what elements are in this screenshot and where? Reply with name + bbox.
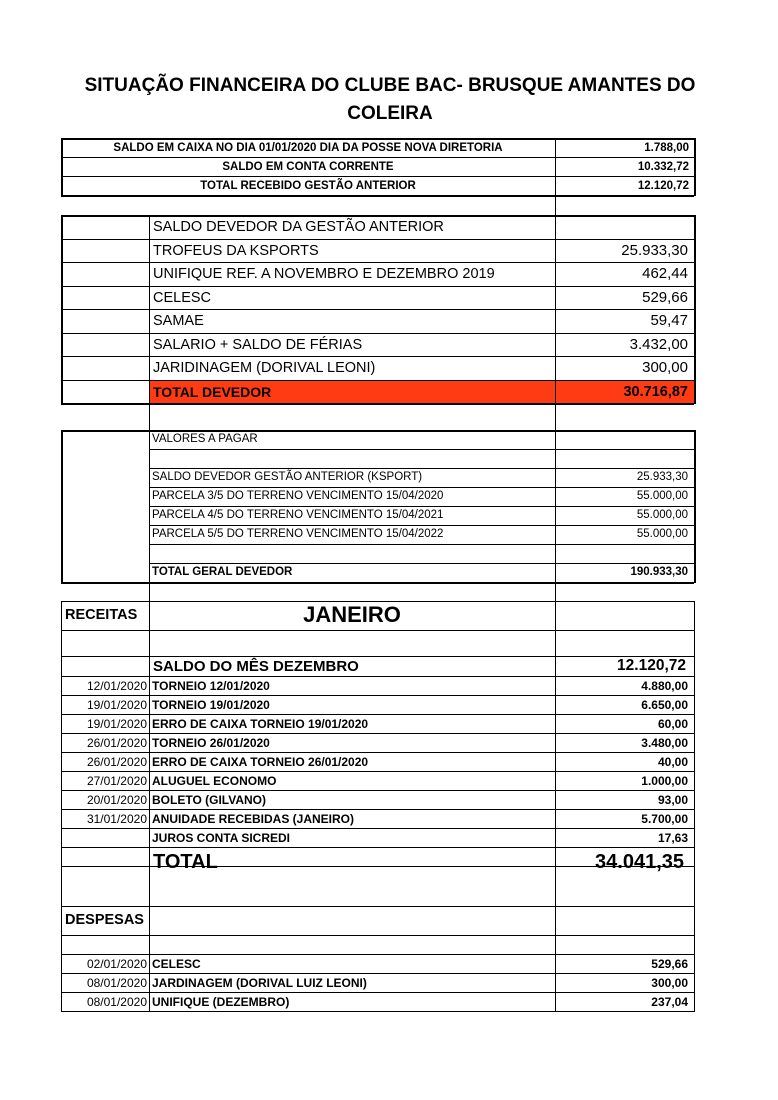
payable-item-label: PARCELA 4/5 DO TERRENO VENCIMENTO 15/04/2021: [152, 508, 444, 521]
grid-line: [149, 563, 694, 564]
grid-line: [61, 954, 694, 955]
receita-value: 6.650,00: [641, 697, 688, 712]
grid-line: [61, 582, 694, 584]
receitas-label: RECEITAS: [65, 607, 138, 624]
grid-line: [555, 582, 556, 1012]
receita-value: 1.000,00: [641, 773, 688, 788]
debt-item-value: 300,00: [642, 359, 688, 377]
grid-line: [61, 430, 694, 432]
payable-item-value: 55.000,00: [636, 508, 688, 521]
grid-line: [61, 286, 694, 287]
grid-line: [149, 525, 694, 526]
debt-item-label: SALARIO + SALDO DE FÉRIAS: [153, 336, 363, 353]
grid-line: [61, 771, 694, 772]
receita-label: ERRO DE CAIXA TORNEIO 26/01/2020: [152, 754, 369, 769]
grid-line: [61, 380, 694, 381]
grid-line: [61, 215, 694, 217]
grid-line: [61, 138, 694, 140]
despesa-date: 02/01/2020: [86, 956, 147, 971]
grid-line: [61, 430, 63, 583]
grid-line: [61, 630, 694, 631]
grid-line: [61, 733, 694, 734]
payable-item-value: 55.000,00: [636, 489, 688, 502]
debt-item-value: 3.432,00: [629, 336, 688, 354]
grid-line: [61, 790, 694, 791]
grid-line: [61, 676, 694, 677]
grid-line: [61, 333, 694, 334]
payable-item-value: 25.933,30: [636, 470, 688, 483]
despesa-value: 529,66: [651, 956, 688, 971]
grid-line: [61, 906, 694, 907]
receita-label: JUROS CONTA SICREDI: [152, 830, 291, 845]
grid-line: [555, 430, 556, 582]
header-row-value: 1.788,00: [644, 141, 689, 154]
receita-value: 3.480,00: [641, 735, 688, 750]
grid-line: [555, 403, 556, 430]
despesa-label: CELESC: [152, 956, 201, 971]
grid-line: [61, 403, 694, 405]
receita-value: 17,63: [657, 830, 688, 845]
grid-line: [694, 215, 696, 404]
receita-value: 60,00: [657, 716, 688, 731]
debts-title: SALDO DEVEDOR DA GESTÃO ANTERIOR: [153, 218, 444, 235]
receita-label: ANUIDADE RECEBIDAS (JANEIRO): [152, 811, 355, 826]
debt-item-value: 529,66: [642, 289, 688, 307]
receita-label: BOLETO (GILVANO): [152, 792, 266, 807]
grid-line: [149, 544, 694, 545]
receita-label: ALUGUEL ECONOMO: [152, 773, 277, 788]
grid-line: [61, 847, 694, 848]
month-label: JANEIRO: [303, 601, 401, 627]
despesas-label: DESPESAS: [65, 912, 144, 929]
grid-line: [61, 195, 694, 197]
grid-line: [61, 656, 694, 657]
grid-line: [555, 215, 556, 403]
despesa-date: 08/01/2020: [86, 994, 147, 1009]
grid-line: [61, 973, 694, 974]
header-row-label: SALDO EM CONTA CORRENTE: [222, 160, 394, 173]
saldo-dezembro-value: 12.120,72: [617, 657, 686, 675]
header-row-value: 10.332,72: [637, 160, 689, 173]
grid-line: [149, 468, 694, 469]
receita-label: TORNEIO 12/01/2020: [152, 678, 270, 693]
payables-title: VALORES A PAGAR: [152, 432, 258, 445]
grid-line: [61, 601, 62, 1012]
grid-line: [149, 506, 694, 507]
debt-item-value: 59,47: [650, 312, 688, 330]
payable-item-value: 55.000,00: [636, 527, 688, 540]
grid-line: [149, 215, 150, 403]
despesa-value: 300,00: [651, 975, 688, 990]
debt-item-label: CELESC: [153, 289, 212, 306]
grid-line: [61, 309, 694, 310]
debt-item-label: SAMAE: [153, 312, 204, 329]
receitas-total-value: 34.041,35: [595, 851, 684, 873]
saldo-dezembro-label: SALDO DO MÊS DEZEMBRO: [153, 657, 359, 675]
receita-date: 31/01/2020: [86, 811, 147, 826]
grid-line: [61, 935, 694, 936]
grid-line: [149, 487, 694, 488]
grid-line: [555, 138, 556, 195]
grid-line: [61, 828, 694, 829]
receita-date: 27/01/2020: [86, 773, 147, 788]
receitas-total-label: TOTAL: [153, 851, 218, 873]
receita-value: 5.700,00: [641, 811, 688, 826]
grid-line: [61, 714, 694, 715]
grid-line: [61, 1011, 694, 1012]
receita-date: 26/01/2020: [86, 735, 147, 750]
receita-label: TORNEIO 26/01/2020: [152, 735, 270, 750]
receita-value: 4.880,00: [641, 678, 688, 693]
total-geral-value: 190.933,30: [630, 565, 688, 578]
debt-item-value: 25.933,30: [621, 242, 688, 260]
receita-date: 26/01/2020: [86, 754, 147, 769]
despesa-label: UNIFIQUE (DEZEMBRO): [152, 994, 290, 1009]
grid-line: [149, 449, 694, 450]
debt-item-label: JARIDINAGEM (DORIVAL LEONI): [153, 359, 376, 376]
header-row-label: TOTAL RECEBIDO GESTÃO ANTERIOR: [200, 179, 416, 192]
grid-line: [149, 582, 150, 1012]
grid-line: [149, 403, 150, 430]
receita-label: ERRO DE CAIXA TORNEIO 19/01/2020: [152, 716, 369, 731]
grid-line: [61, 356, 694, 357]
grid-line: [61, 157, 694, 158]
grid-line: [61, 262, 694, 263]
payable-item-label: PARCELA 5/5 DO TERRENO VENCIMENTO 15/04/2022: [152, 527, 444, 540]
despesa-value: 237,04: [651, 994, 688, 1009]
receita-date: 19/01/2020: [86, 697, 147, 712]
grid-line: [694, 430, 696, 583]
grid-line: [555, 195, 556, 215]
grid-line: [149, 430, 150, 582]
page-title: SITUAÇÃO FINANCEIRA DO CLUBE BAC- BRUSQUE AMANTES DO COLEIRA: [84, 75, 696, 124]
grid-line: [61, 176, 694, 177]
receita-date: 20/01/2020: [86, 792, 147, 807]
grid-line: [694, 601, 695, 1012]
receita-value: 40,00: [657, 754, 688, 769]
grid-line: [61, 992, 694, 993]
header-row-label: SALDO EM CAIXA NO DIA 01/01/2020 DIA DA POSSE NOVA DIRETORIA: [113, 141, 503, 154]
total-devedor-value: 30.716,87: [623, 383, 688, 400]
total-geral-label: TOTAL GERAL DEVEDOR: [152, 565, 293, 578]
header-row-value: 12.120,72: [637, 179, 689, 192]
grid-line: [61, 239, 694, 240]
receita-date: 12/01/2020: [86, 678, 147, 693]
receita-value: 93,00: [657, 792, 688, 807]
despesa-date: 08/01/2020: [86, 975, 147, 990]
receita-date: 19/01/2020: [86, 716, 147, 731]
payable-item-label: SALDO DEVEDOR GESTÃO ANTERIOR (KSPORT): [152, 470, 423, 483]
receita-label: TORNEIO 19/01/2020: [152, 697, 270, 712]
grid-line: [61, 215, 63, 404]
debt-item-label: UNIFIQUE REF. A NOVEMBRO E DEZEMBRO 2019: [153, 265, 495, 282]
payable-item-label: PARCELA 3/5 DO TERRENO VENCIMENTO 15/04/2020: [152, 489, 444, 502]
debt-item-label: TROFEUS DA KSPORTS: [153, 242, 319, 259]
debt-item-value: 462,44: [642, 265, 688, 283]
despesa-label: JARDINAGEM (DORIVAL LUIZ LEONI): [152, 975, 367, 990]
grid-line: [694, 138, 696, 196]
total-devedor-label: TOTAL DEVEDOR: [153, 383, 272, 400]
grid-line: [61, 809, 694, 810]
grid-line: [61, 695, 694, 696]
grid-line: [61, 752, 694, 753]
